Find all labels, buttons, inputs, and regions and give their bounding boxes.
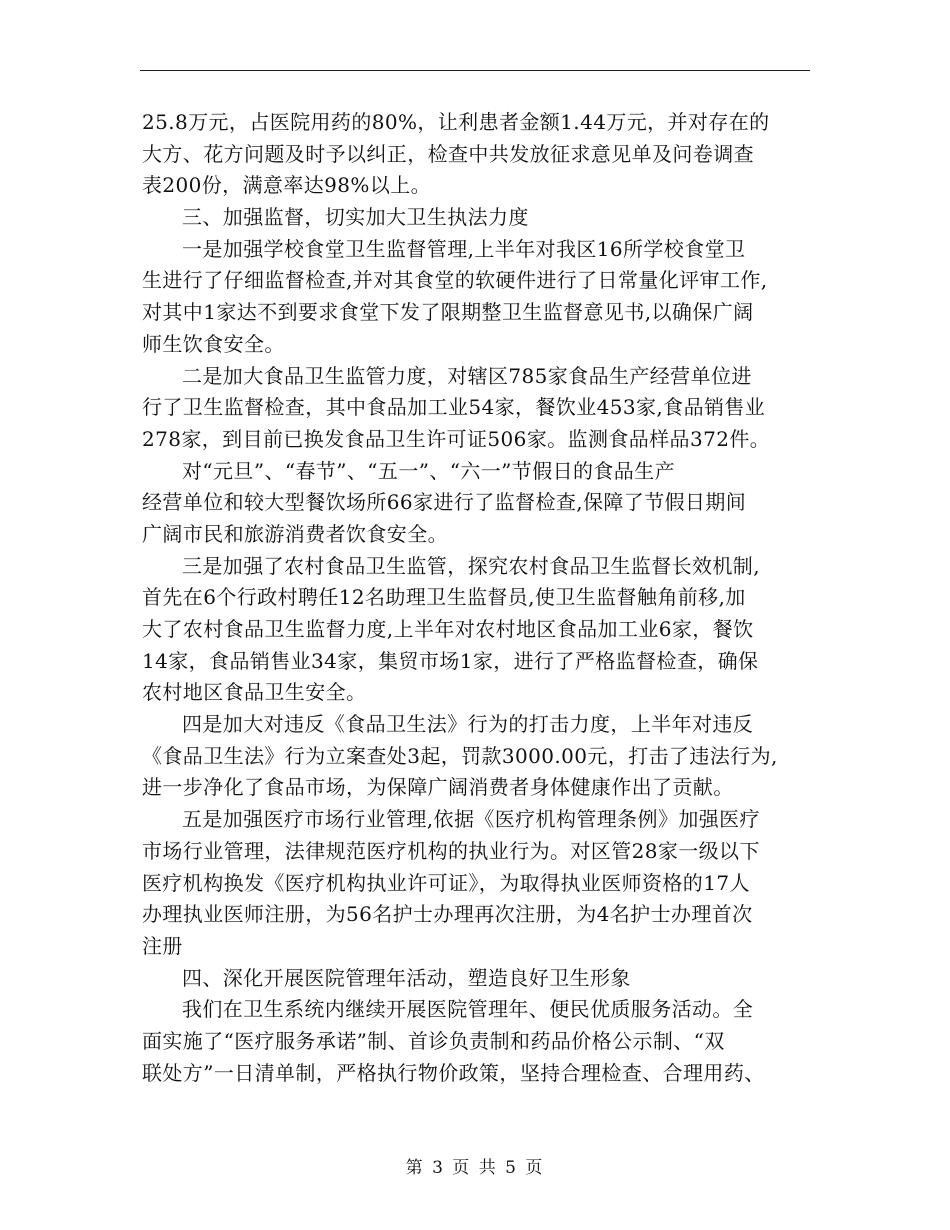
text-line: 一是加强学校食堂卫生监督管理,上半年对我区16所学校食堂卫 bbox=[182, 236, 746, 261]
text-line: 医疗机构换发《医疗机构执业许可证》，为取得执业医师资格的17人 bbox=[142, 870, 750, 895]
text-line: 我们在卫生系统内继续开展医院管理年、便民优质服务活动。全 bbox=[182, 997, 754, 1022]
text-line: 广阔市民和旅游消费者饮食安全。 bbox=[142, 521, 448, 546]
text-line: 四是加大对违反《食品卫生法》行为的打击力度，上半年对违反 bbox=[182, 712, 754, 737]
text-line: 办理执业医师注册，为56名护士办理再次注册，为4名护士办理首次 bbox=[142, 902, 753, 927]
text-line: 联处方”一日清单制，严格执行物价政策，坚持合理检查、合理用药、 bbox=[142, 1060, 765, 1085]
text-line: 进一步净化了食品市场，为保障广阔消费者身体健康作出了贡献。 bbox=[142, 775, 734, 800]
text-line: 14家，食品销售业34家，集贸市场1家，进行了严格监督检查，确保 bbox=[142, 648, 759, 673]
text-line: 大了农村食品卫生监督力度,上半年对农村地区食品加工业6家，餐饮 bbox=[142, 617, 754, 641]
page-number: 第 3 页 共 5 页 bbox=[405, 1158, 545, 1178]
text-line: 三、加强监督，切实加大卫生执法力度 bbox=[182, 205, 529, 230]
text-line: 经营单位和较大型餐饮场所66家进行了监督检查,保障了节假日期间 bbox=[142, 490, 747, 515]
header-rule bbox=[140, 70, 810, 71]
text-line: 农村地区食品卫生安全。 bbox=[142, 680, 367, 705]
text-line: 25.8万元，占医院用药的80%，让利患者金额1.44万元，并对存在的 bbox=[142, 110, 770, 134]
text-line: 三是加强了农村食品卫生监管，探究农村食品卫生监督长效机制, bbox=[182, 553, 760, 578]
text-line: 面实施了“医疗服务承诺”制、首诊负责制和药品价格公示制、“双 bbox=[142, 1028, 725, 1053]
text-line: 行了卫生监督检查，其中食品加工业54家，餐饮业453家,食品销售业 bbox=[142, 395, 766, 420]
text-line: 师生饮食安全。 bbox=[142, 331, 285, 356]
text-line: 表200份，满意率达98%以上。 bbox=[142, 173, 432, 198]
text-line: 《食品卫生法》行为立案查处3起，罚款3000.00元，打击了违法行为, bbox=[142, 743, 778, 768]
text-line: 注册 bbox=[142, 933, 183, 958]
text-line: 四、深化开展医院管理年活动，塑造良好卫生形象 bbox=[182, 965, 631, 990]
text-line: 市场行业管理，法律规范医疗机构的执业行为。对区管28家一级以下 bbox=[142, 838, 760, 863]
text-line: 生进行了仔细监督检查,并对其食堂的软硬件进行了日常量化评审工作, bbox=[142, 268, 768, 293]
text-line: 对“元旦”、“春节”、“五一”、“六一”节假日的食品生产 bbox=[182, 458, 675, 483]
text-line: 对其中1家达不到要求食堂下发了限期整卫生监督意见书,以确保广阔 bbox=[142, 300, 754, 325]
text-line: 二是加大食品卫生监管力度，对辖区785家食品生产经营单位进 bbox=[182, 363, 752, 388]
text-line: 278家，到目前已换发食品卫生许可证506家。监测食品样品372件。 bbox=[142, 426, 771, 451]
text-line: 五是加强医疗市场行业管理,依据《医疗机构管理条例》加强医疗 bbox=[182, 807, 760, 832]
text-line: 大方、花方问题及时予以纠正，检查中共发放征求意见单及问卷调查 bbox=[142, 141, 754, 166]
document-body bbox=[142, 107, 812, 1089]
text-line: 首先在6个行政村聘任12名助理卫生监督员,使卫生监督触角前移,加 bbox=[142, 585, 746, 610]
